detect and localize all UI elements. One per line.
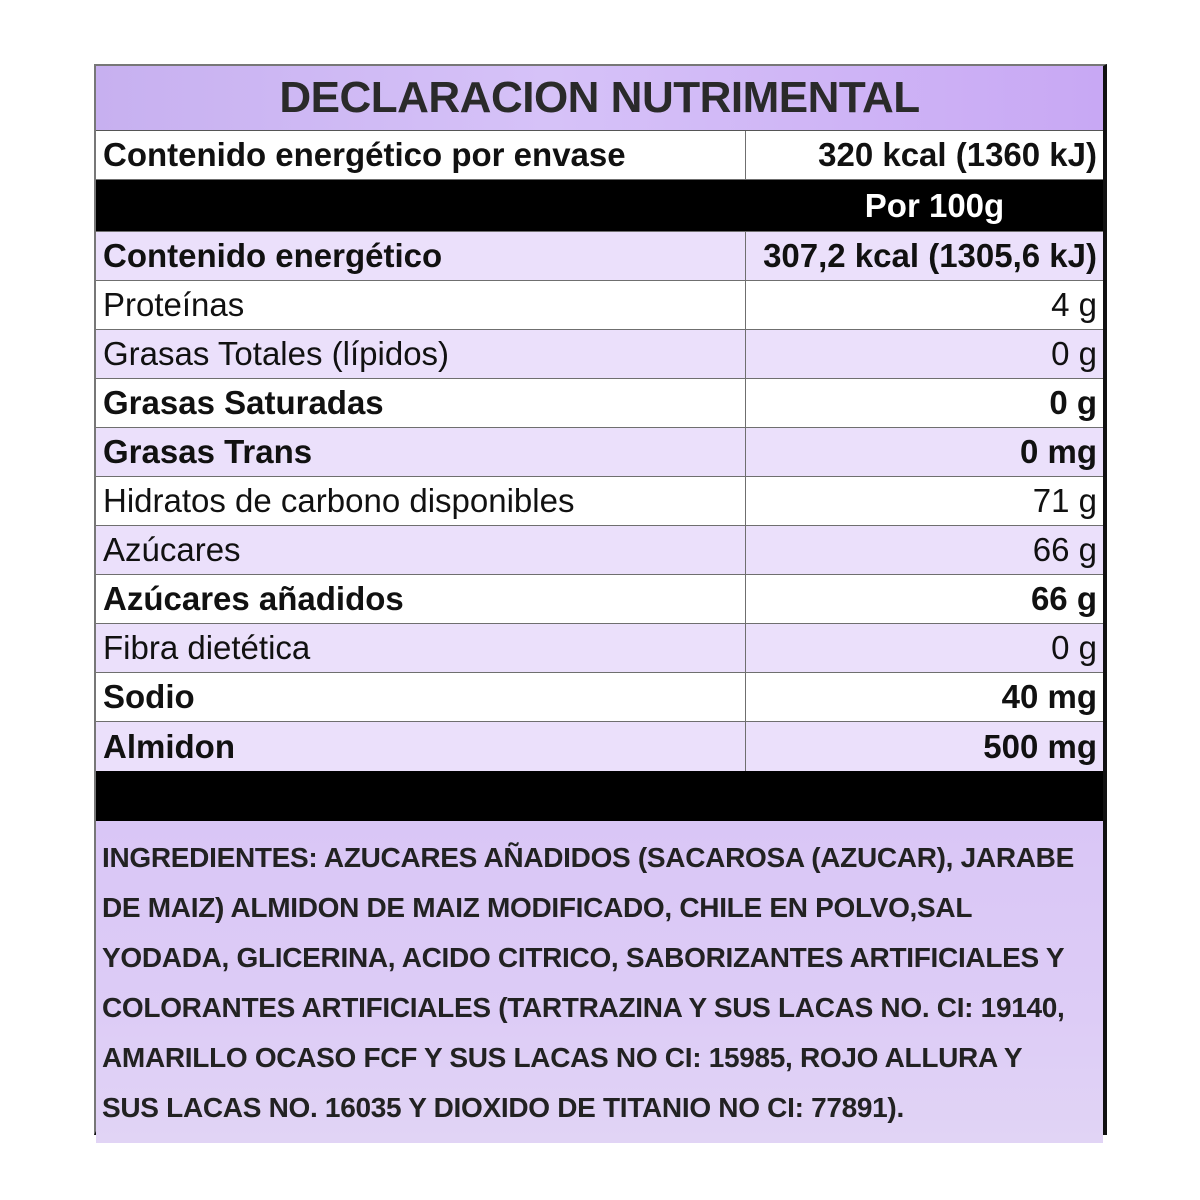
table-row: [96, 477, 1103, 526]
table-row: [96, 526, 1103, 575]
per-100g-label: Por 100g: [864, 186, 1005, 224]
table-row: [96, 232, 1103, 281]
nutrient-value: 307,2 kcal (1305,6 kJ): [763, 237, 1097, 274]
nutrient-name: Contenido energético: [96, 232, 746, 280]
nutrient-name: Sodio: [96, 673, 746, 721]
nutrient-name: Grasas Trans: [96, 428, 746, 476]
nutrient-value: 4 g: [1051, 286, 1097, 323]
per-100g-header: [96, 180, 1103, 232]
nutrient-name: Almidon: [96, 722, 746, 771]
nutrient-name: Grasas Saturadas: [96, 379, 746, 427]
header-spacer: [96, 180, 746, 231]
nutrient-value: 66 g: [1030, 580, 1097, 617]
table-row: [96, 624, 1103, 673]
nutrient-value: 71 g: [1032, 482, 1097, 519]
table-row: [96, 673, 1103, 722]
nutrient-value: 40 mg: [1001, 678, 1097, 715]
table-row: [96, 575, 1103, 624]
label-title: DECLARACION NUTRIMENTAL: [96, 66, 1103, 131]
nutrient-name: Fibra dietética: [96, 624, 746, 672]
nutrient-name: Proteínas: [96, 281, 746, 329]
energy-per-package-row: [96, 131, 1103, 180]
nutrient-name: Azúcares añadidos: [96, 575, 746, 623]
ingredients-text: INGREDIENTES: AZUCARES AÑADIDOS (SACAROSA (AZUCAR), JARABE DE MAIZ) ALMIDON DE MAIZ MODIFICADO, CHILE EN POLVO,SAL YODADA, GLICERINA, ACIDO CITRICO, SABORIZANTES ARTIFICIALES Y COLORANTES ARTIFICIALES (TARTRAZINA Y SUS LACAS NO. CI: 19140, AMARILLO OCASO FCF Y SUS LACAS NO CI: 15985, ROJO ALLURA Y SUS LACAS NO. 16035 Y DIOXIDO DE TITANIO NO CI: 77891).: [96, 821, 1103, 1143]
energy-per-package-label: Contenido energético por envase: [96, 131, 746, 179]
divider-bar: [96, 771, 1103, 821]
nutrition-label: [94, 64, 1107, 1135]
nutrient-value: 66 g: [1032, 531, 1097, 568]
energy-per-package-value: 320 kcal (1360 kJ): [818, 136, 1097, 173]
nutrient-value: 500 mg: [983, 727, 1097, 765]
nutrient-name: Grasas Totales (lípidos): [96, 330, 746, 378]
nutrient-value: 0 g: [1049, 384, 1097, 421]
nutrient-name: Azúcares: [96, 526, 746, 574]
table-row: [96, 722, 1103, 771]
table-row: [96, 281, 1103, 330]
nutrient-value: 0 mg: [1019, 433, 1097, 470]
nutrient-name: Hidratos de carbono disponibles: [96, 477, 746, 525]
nutrient-value: 0 g: [1051, 335, 1097, 372]
table-row: [96, 379, 1103, 428]
nutrient-value: 0 g: [1051, 629, 1097, 666]
table-row: [96, 330, 1103, 379]
table-row: [96, 428, 1103, 477]
